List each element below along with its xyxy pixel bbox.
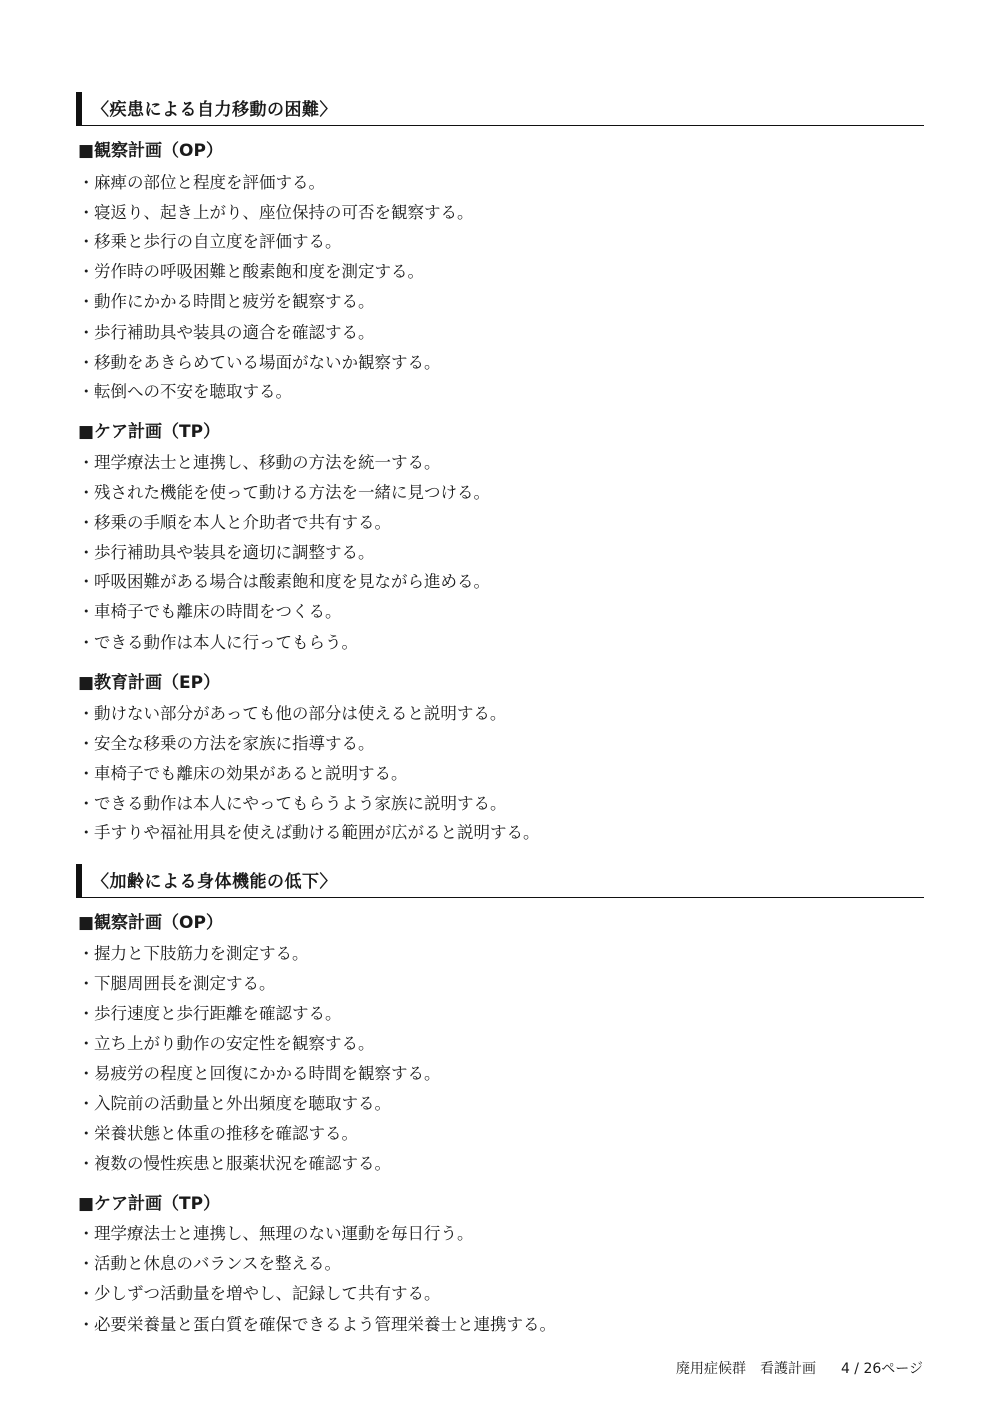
- bullet: ・: [78, 974, 95, 993]
- group-title-tp: ■ケア計画（TP）: [78, 1194, 221, 1214]
- list-item-text: できる動作は本人にやってもらうよう家族に説明する。: [94, 794, 507, 813]
- list-item-text: 移乗の手順を本人と介助者で共有する。: [94, 513, 391, 532]
- list-item-text: 労作時の呼吸困難と酸素飽和度を測定する。: [94, 262, 424, 281]
- page-footer: [676, 1359, 923, 1379]
- bullet: ・: [78, 1284, 95, 1303]
- section-heading-text: 〈疾患による自力移動の困難〉: [92, 100, 337, 120]
- list-item-text: 動作にかかる時間と疲労を観察する。: [94, 292, 375, 311]
- bullet: ・: [78, 734, 95, 753]
- bullet: ・: [78, 232, 95, 251]
- group-title-ep: ■教育計画（EP）: [78, 673, 221, 693]
- list-item-text: 転倒への不安を聴取する。: [94, 382, 292, 401]
- list-item-text: 歩行補助具や装具の適合を確認する。: [94, 323, 375, 342]
- bullet: ・: [78, 572, 95, 591]
- list-item: [78, 380, 292, 404]
- list-item: [78, 1092, 391, 1116]
- list-item-text: 入院前の活動量と外出頻度を聴取する。: [94, 1094, 391, 1113]
- list-item: [78, 201, 474, 225]
- page-number: 4 / 26ページ: [840, 1361, 923, 1377]
- bullet: ・: [78, 543, 95, 562]
- list-item-text: 残された機能を使って動ける方法を一緒に見つける。: [94, 483, 490, 502]
- list-item-text: 少しずつ活動量を増やし、記録して共有する。: [94, 1284, 441, 1303]
- list-item: [78, 1122, 358, 1146]
- list-item: [78, 762, 408, 786]
- group-title-tp: ■ケア計画（TP）: [78, 422, 221, 442]
- list-item-text: 安全な移乗の方法を家族に指導する。: [94, 734, 375, 753]
- bullet: ・: [78, 1034, 95, 1053]
- list-item-text: 握力と下肢筋力を測定する。: [94, 944, 309, 963]
- bullet: ・: [78, 1254, 95, 1273]
- list-item: [78, 230, 342, 254]
- bullet: ・: [78, 633, 95, 652]
- bullet: ・: [78, 453, 95, 472]
- bullet: ・: [78, 353, 95, 372]
- bullet: ・: [78, 1154, 95, 1173]
- section-heading-text: 〈加齢による身体機能の低下〉: [92, 872, 337, 892]
- footer-document-title: 廃用症候群 看護計画: [676, 1361, 817, 1377]
- list-item: [78, 481, 490, 505]
- bullet: ・: [78, 704, 95, 723]
- list-item-text: 易疲労の程度と回復にかかる時間を観察する。: [94, 1064, 441, 1083]
- list-item: [78, 451, 441, 475]
- bullet: ・: [78, 602, 95, 621]
- list-item: [78, 260, 424, 284]
- bullet: ・: [78, 483, 95, 502]
- bullet: ・: [78, 1315, 95, 1334]
- list-item: [78, 1062, 441, 1086]
- list-item-text: 呼吸困難がある場合は酸素飽和度を見ながら進める。: [94, 572, 490, 591]
- list-item: [78, 570, 490, 594]
- list-item-text: できる動作は本人に行ってもらう。: [94, 633, 358, 652]
- list-item-text: 麻痺の部位と程度を評価する。: [94, 173, 325, 192]
- list-item: [78, 290, 375, 314]
- list-item-text: 活動と休息のバランスを整える。: [94, 1254, 342, 1273]
- list-item: [78, 942, 309, 966]
- bullet: ・: [78, 323, 95, 342]
- list-item: [78, 600, 342, 624]
- list-item: [78, 351, 441, 375]
- bullet: ・: [78, 1224, 95, 1243]
- bullet: ・: [78, 944, 95, 963]
- group-title-op: ■観察計画（OP）: [78, 141, 223, 161]
- bullet: ・: [78, 764, 95, 783]
- list-item-text: 車椅子でも離床の効果があると説明する。: [94, 764, 408, 783]
- list-item-text: 立ち上がり動作の安定性を観察する。: [94, 1034, 375, 1053]
- list-item-text: 理学療法士と連携し、無理のない運動を毎日行う。: [94, 1224, 474, 1243]
- list-item: [78, 321, 375, 345]
- list-item: [78, 972, 276, 996]
- list-item-text: 必要栄養量と蛋白質を確保できるよう管理栄養士と連携する。: [94, 1315, 556, 1334]
- list-item: [78, 171, 325, 195]
- list-item: [78, 631, 358, 655]
- list-item-text: 複数の慢性疾患と服薬状況を確認する。: [94, 1154, 391, 1173]
- bullet: ・: [78, 203, 95, 222]
- list-item-text: 理学療法士と連携し、移動の方法を統一する。: [94, 453, 441, 472]
- bullet: ・: [78, 262, 95, 281]
- bullet: ・: [78, 513, 95, 532]
- list-item: [78, 732, 375, 756]
- bullet: ・: [78, 1094, 95, 1113]
- list-item: [78, 821, 540, 845]
- bullet: ・: [78, 823, 95, 842]
- bullet: ・: [78, 1124, 95, 1143]
- list-item: [78, 1002, 342, 1026]
- list-item: [78, 511, 391, 535]
- section-heading: [76, 864, 924, 898]
- bullet: ・: [78, 173, 95, 192]
- bullet: ・: [78, 794, 95, 813]
- list-item: [78, 702, 506, 726]
- group-title-op: ■観察計画（OP）: [78, 913, 223, 933]
- list-item-text: 歩行補助具や装具を適切に調整する。: [94, 543, 375, 562]
- bullet: ・: [78, 292, 95, 311]
- list-item-text: 栄養状態と体重の推移を確認する。: [94, 1124, 358, 1143]
- list-item: [78, 1032, 375, 1056]
- list-item-text: 動けない部分があっても他の部分は使えると説明する。: [94, 704, 507, 723]
- list-item: [78, 1313, 556, 1337]
- list-item-text: 歩行速度と歩行距離を確認する。: [94, 1004, 342, 1023]
- list-item-text: 下腿周囲長を測定する。: [94, 974, 276, 993]
- list-item: [78, 792, 507, 816]
- list-item-text: 移乗と歩行の自立度を評価する。: [94, 232, 342, 251]
- list-item: [78, 1282, 441, 1306]
- list-item-text: 移動をあきらめている場面がないか観察する。: [94, 353, 441, 372]
- bullet: ・: [78, 1004, 95, 1023]
- bullet: ・: [78, 382, 95, 401]
- list-item: [78, 1222, 474, 1246]
- list-item: [78, 1252, 341, 1276]
- list-item-text: 手すりや福祉用具を使えば動ける範囲が広がると説明する。: [94, 823, 540, 842]
- bullet: ・: [78, 1064, 95, 1083]
- list-item: [78, 541, 375, 565]
- list-item-text: 車椅子でも離床の時間をつくる。: [94, 602, 342, 621]
- section-heading: [76, 92, 924, 126]
- list-item-text: 寝返り、起き上がり、座位保持の可否を観察する。: [94, 203, 474, 222]
- list-item: [78, 1152, 391, 1176]
